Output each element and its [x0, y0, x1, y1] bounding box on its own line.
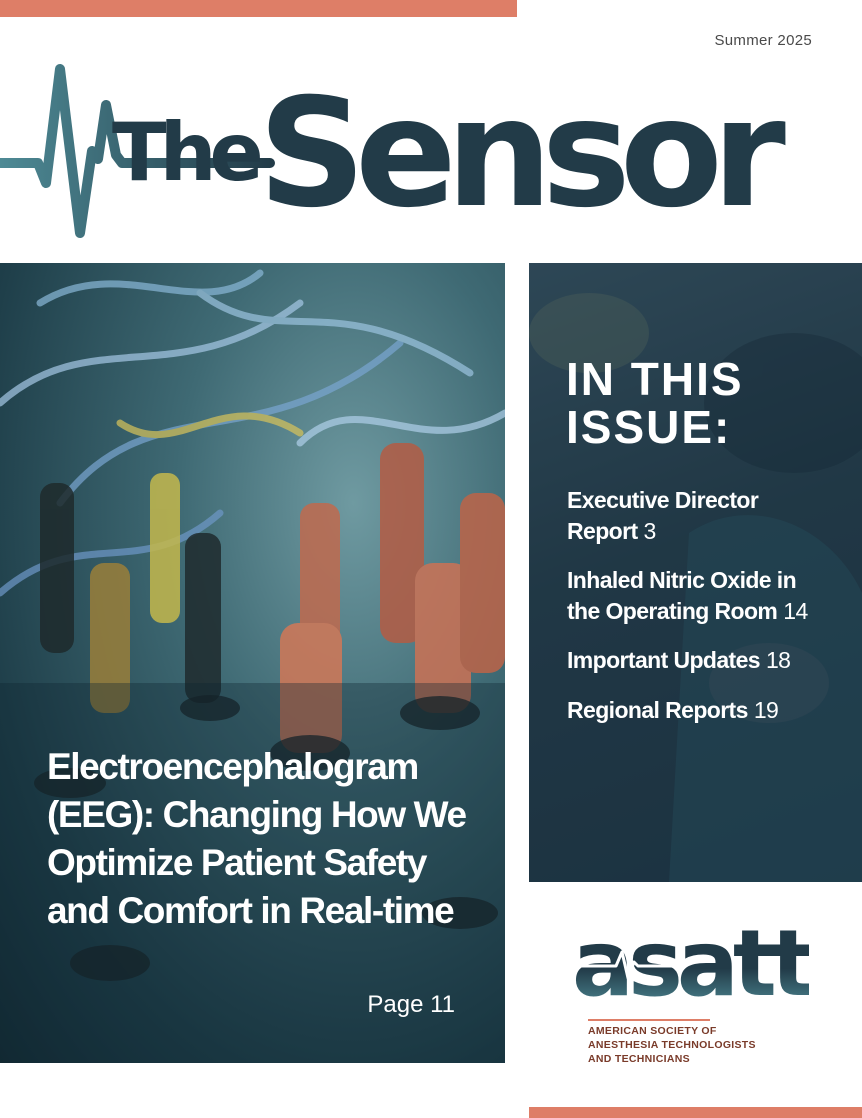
toc-item-executive-director-report[interactable]	[567, 485, 827, 546]
toc-item-page: 18	[765, 647, 791, 673]
logo-divider	[588, 1019, 710, 1021]
toc-item-title: Executive Director Report	[567, 487, 759, 544]
toc-item-inhaled-nitric-oxide[interactable]	[567, 565, 827, 626]
cover-story-headline: Electroencephalogram (EEG): Changing How We Optimize Patient Safety and Comfort in Real-time	[47, 746, 466, 931]
toc-item-title: Important Updates	[567, 647, 760, 673]
toc-item-page: 3	[643, 517, 656, 544]
asatt-logo	[570, 910, 809, 1068]
cover-story-page-ref: Page 11	[367, 991, 455, 1018]
toc-item-important-updates[interactable]	[567, 645, 827, 676]
organization-name-line-3: AND TECHNICIANS	[588, 1053, 690, 1065]
toc-item-title: Inhaled Nitric Oxide in the Operating Room	[567, 567, 797, 624]
table-of-contents	[567, 485, 827, 744]
toc-item-title: Regional Reports	[567, 696, 748, 723]
toc-item-page: 14	[783, 597, 808, 624]
bottom-accent-bar	[529, 1107, 862, 1118]
cover-photo	[0, 263, 505, 1063]
asatt-wordmark: asatt	[572, 910, 809, 1017]
in-this-issue-panel	[529, 263, 862, 882]
organization-name-line-2: ANESTHESIA TECHNOLOGISTS	[588, 1039, 756, 1051]
in-this-issue-heading: IN THIS ISSUE:	[566, 353, 744, 453]
organization-name-line-1: AMERICAN SOCIETY OF	[588, 1025, 717, 1037]
logo-pulse-icon	[576, 944, 716, 984]
issue-date: Summer 2025	[714, 32, 812, 49]
masthead-title-sensor: Sensor	[258, 67, 775, 241]
toc-item-regional-reports[interactable]	[567, 695, 827, 726]
organization-name	[588, 1024, 788, 1066]
eeg-electrodes-photo	[0, 263, 505, 1063]
top-accent-bar	[0, 0, 517, 17]
masthead	[0, 55, 780, 255]
masthead-title-the: The	[112, 106, 257, 199]
toc-item-page: 19	[753, 696, 779, 723]
